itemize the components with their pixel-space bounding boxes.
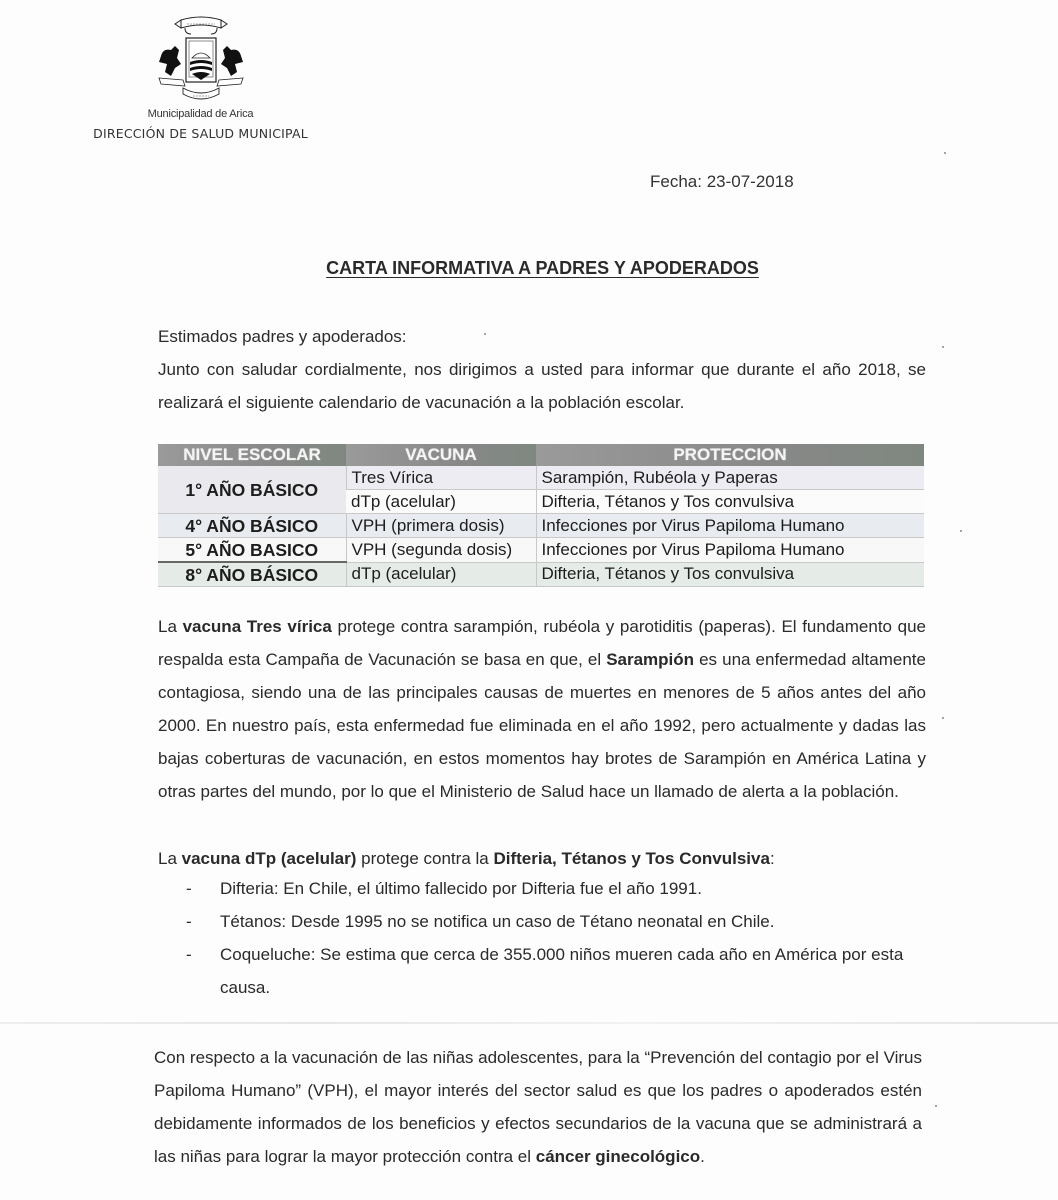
cell-nivel: 1° AÑO BÁSICO [158, 466, 346, 514]
scan-speck [960, 530, 962, 532]
cell-nivel: 8° AÑO BÁSICO [158, 562, 346, 587]
cell-nivel: 4° AÑO BÁSICO [158, 514, 346, 538]
cell-proteccion: Infecciones por Virus Papiloma Humano [536, 538, 924, 563]
text-run: : [769, 849, 775, 868]
table-row [158, 562, 924, 587]
column-header-nivel: NIVEL ESCOLAR [158, 444, 346, 466]
table-row [158, 466, 924, 490]
cell-vacuna: dTp (acelular) [346, 562, 536, 587]
cell-nivel: 5° AÑO BASICO [158, 538, 346, 563]
table-row [158, 538, 924, 563]
vaccination-schedule-table [158, 444, 924, 587]
department-name: DIRECCIÓN DE SALUD MUNICIPAL [93, 126, 308, 141]
scan-speck [935, 1105, 937, 1107]
greeting: Estimados padres y apoderados: [158, 327, 407, 346]
dtp-paragraph [158, 842, 926, 875]
scan-speck [944, 152, 946, 154]
text-run: protege contra la [356, 849, 494, 868]
municipality-name: Municipalidad de Arica [147, 108, 254, 120]
bold-term: Difteria, Tétanos y Tos Convulsiva [493, 849, 770, 868]
bold-term: vacuna Tres vírica [182, 617, 332, 636]
cell-vacuna: Tres Vírica [346, 466, 536, 490]
text-run: . [700, 1147, 705, 1166]
cell-vacuna: VPH (primera dosis) [346, 514, 536, 538]
letterhead [88, 14, 313, 141]
bold-term: vacuna dTp (acelular) [181, 849, 357, 868]
text-run: Con respecto a la vacunación de las niñas adolescentes, para la “Prevención del contagio por el Virus Papiloma Humano” (VPH), el mayor interés del sector salud es que los padres o apoderados estén debidamente informados de los beneficios y efectos secundarios de la vacuna que se administrará a las niñas para lograr la mayor protección contra el [154, 1048, 922, 1166]
cell-proteccion: Difteria, Tétanos y Tos convulsiva [536, 562, 924, 587]
text-run: La [158, 849, 182, 868]
table-header-row [158, 444, 924, 466]
disease-facts-list [186, 872, 926, 1004]
text-run: protege contra sarampión, rubéola y parotiditis (paperas). El fundamento que respalda esta Campaña de Vacunación se basa en que, el [158, 617, 926, 669]
intro-paragraph: Junto con saludar cordialmente, nos dirigimos a usted para informar que durante el año 2018, se realizará el siguiente calendario de vacunación a la población escolar. [158, 360, 926, 412]
cell-vacuna: VPH (segunda dosis) [346, 538, 536, 563]
tres-virica-paragraph [158, 610, 926, 808]
scan-speck [484, 333, 486, 335]
bold-term: Sarampión [606, 650, 695, 669]
vph-paragraph [154, 1041, 922, 1173]
cell-proteccion: Sarampión, Rubéola y Paperas [536, 466, 924, 490]
coat-of-arms-icon [151, 14, 251, 106]
page-fold-divider [0, 1022, 1058, 1024]
scan-speck [942, 717, 944, 719]
table-row [158, 514, 924, 538]
bold-term: cáncer ginecológico [535, 1147, 701, 1166]
text-run: La [158, 617, 183, 636]
cell-proteccion: Difteria, Tétanos y Tos convulsiva [536, 490, 924, 514]
scan-speck [942, 346, 944, 348]
list-item: - Tétanos: Desde 1995 no se notifica un caso de Tétano neonatal en Chile. [186, 905, 926, 938]
cell-proteccion: Infecciones por Virus Papiloma Humano [536, 514, 924, 538]
column-header-proteccion: PROTECCION [536, 444, 924, 466]
cell-vacuna: dTp (acelular) [346, 490, 536, 514]
column-header-vacuna: VACUNA [346, 444, 536, 466]
text-run: es una enfermedad altamente contagiosa, siendo una de las principales causas de muertes en menores de 5 años antes del año 2000. En nuestro país, esta enfermedad fue eliminada en el año 1992, pero actualmente y dadas las bajas coberturas de vacunación, en estos momentos hay brotes de Sarampión en América Latina y otras partes del mundo, por lo que el Ministerio de Salud hace un llamado de alerta a la población. [158, 650, 926, 801]
letter-date: Fecha: 23-07-2018 [650, 172, 794, 191]
list-item: - Difteria: En Chile, el último fallecido por Difteria fue el año 1991. [186, 872, 926, 905]
letter-title: CARTA INFORMATIVA A PADRES Y APODERADOS [326, 258, 759, 278]
list-item: - Coqueluche: Se estima que cerca de 355.000 niños mueren cada año en América por esta causa. [186, 938, 926, 1004]
